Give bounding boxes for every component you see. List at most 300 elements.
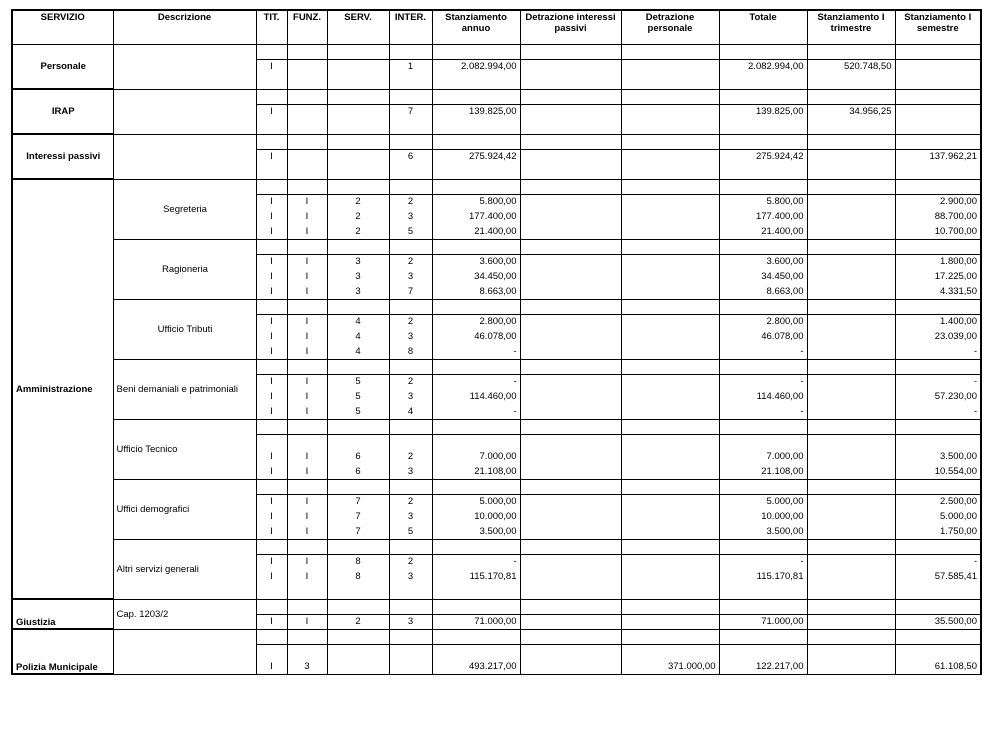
- stanziamento-trimestre-cell: [807, 224, 895, 239]
- stanziamento-trimestre-cell: [807, 374, 895, 389]
- stanziamento-annuo-cell: [432, 434, 520, 449]
- stanziamento-trimestre-cell: [807, 179, 895, 194]
- stanziamento-semestre-cell: -: [895, 374, 981, 389]
- stanziamento-semestre-cell: [895, 44, 981, 59]
- detrazione-interessi-cell: [520, 89, 621, 104]
- tit-cell: I: [256, 494, 287, 509]
- detrazione-personale-cell: [621, 284, 719, 299]
- funz-cell: [287, 59, 327, 74]
- tit-cell: I: [256, 389, 287, 404]
- funz-cell: [287, 104, 327, 119]
- header-servizio: SERVIZIO: [12, 10, 113, 44]
- inter-cell: [389, 359, 432, 374]
- stanziamento-annuo-cell: [432, 179, 520, 194]
- inter-cell: 7: [389, 104, 432, 119]
- inter-cell: 2: [389, 254, 432, 269]
- detrazione-personale-cell: [621, 44, 719, 59]
- stanziamento-trimestre-cell: [807, 269, 895, 284]
- funz-cell: I: [287, 329, 327, 344]
- detrazione-interessi-cell: [520, 329, 621, 344]
- stanziamento-semestre-cell: [895, 419, 981, 434]
- stanziamento-semestre-cell: [895, 644, 981, 659]
- servizio-cell: Interessi passivi: [12, 134, 113, 179]
- inter-cell: [389, 239, 432, 254]
- tit-cell: [256, 539, 287, 554]
- stanziamento-semestre-cell: [895, 629, 981, 644]
- stanziamento-semestre-cell: 1.750,00: [895, 524, 981, 539]
- stanziamento-trimestre-cell: [807, 284, 895, 299]
- stanziamento-trimestre-cell: [807, 509, 895, 524]
- detrazione-personale-cell: [621, 269, 719, 284]
- serv-cell: [327, 164, 389, 179]
- stanziamento-trimestre-cell: 34.956,25: [807, 104, 895, 119]
- detrazione-interessi-cell: [520, 59, 621, 74]
- serv-cell: [327, 239, 389, 254]
- stanziamento-annuo-cell: 7.000,00: [432, 449, 520, 464]
- stanziamento-trimestre-cell: [807, 599, 895, 614]
- tit-cell: I: [256, 404, 287, 419]
- inter-cell: [389, 179, 432, 194]
- header-stanziamento-semestre: Stanziamento I semestre: [895, 10, 981, 44]
- servizio-cell: IRAP: [12, 89, 113, 134]
- serv-cell: 2: [327, 614, 389, 629]
- inter-cell: [389, 629, 432, 644]
- detrazione-interessi-cell: [520, 524, 621, 539]
- stanziamento-trimestre-cell: [807, 434, 895, 449]
- totale-cell: 10.000,00: [719, 509, 807, 524]
- funz-cell: [287, 419, 327, 434]
- stanziamento-trimestre-cell: [807, 614, 895, 629]
- tit-cell: I: [256, 614, 287, 629]
- serv-cell: 7: [327, 524, 389, 539]
- serv-cell: 2: [327, 194, 389, 209]
- stanziamento-semestre-cell: 2.500,00: [895, 494, 981, 509]
- serv-cell: [327, 359, 389, 374]
- stanziamento-annuo-cell: -: [432, 554, 520, 569]
- stanziamento-semestre-cell: [895, 179, 981, 194]
- tit-cell: I: [256, 194, 287, 209]
- stanziamento-semestre-cell: [895, 359, 981, 374]
- stanziamento-annuo-cell: 5.800,00: [432, 194, 520, 209]
- stanziamento-trimestre-cell: [807, 344, 895, 359]
- stanziamento-annuo-cell: [432, 359, 520, 374]
- descrizione-cell: Altri servizi generali: [113, 539, 256, 599]
- stanziamento-semestre-cell: 4.331,50: [895, 284, 981, 299]
- totale-cell: 5.800,00: [719, 194, 807, 209]
- detrazione-personale-cell: [621, 389, 719, 404]
- funz-cell: I: [287, 344, 327, 359]
- stanziamento-trimestre-cell: [807, 149, 895, 164]
- totale-cell: [719, 89, 807, 104]
- inter-cell: 5: [389, 524, 432, 539]
- totale-cell: [719, 74, 807, 89]
- funz-cell: I: [287, 284, 327, 299]
- inter-cell: [389, 299, 432, 314]
- funz-cell: [287, 599, 327, 614]
- totale-cell: [719, 44, 807, 59]
- inter-cell: 8: [389, 344, 432, 359]
- stanziamento-trimestre-cell: [807, 164, 895, 179]
- detrazione-interessi-cell: [520, 299, 621, 314]
- serv-cell: [327, 419, 389, 434]
- stanziamento-semestre-cell: [895, 239, 981, 254]
- funz-cell: I: [287, 554, 327, 569]
- detrazione-personale-cell: [621, 494, 719, 509]
- serv-cell: [327, 584, 389, 599]
- tit-cell: I: [256, 569, 287, 584]
- serv-cell: [327, 104, 389, 119]
- stanziamento-annuo-cell: 3.500,00: [432, 524, 520, 539]
- tit-cell: I: [256, 509, 287, 524]
- totale-cell: 8.663,00: [719, 284, 807, 299]
- inter-cell: [389, 539, 432, 554]
- table-row: [12, 239, 981, 254]
- table-row: [12, 179, 981, 194]
- stanziamento-annuo-cell: 71.000,00: [432, 614, 520, 629]
- stanziamento-semestre-cell: -: [895, 344, 981, 359]
- stanziamento-annuo-cell: 177.400,00: [432, 209, 520, 224]
- stanziamento-trimestre-cell: [807, 119, 895, 134]
- stanziamento-semestre-cell: [895, 599, 981, 614]
- detrazione-interessi-cell: [520, 269, 621, 284]
- detrazione-interessi-cell: [520, 314, 621, 329]
- funz-cell: [287, 644, 327, 659]
- stanziamento-annuo-cell: [432, 599, 520, 614]
- tit-cell: I: [256, 224, 287, 239]
- serv-cell: [327, 299, 389, 314]
- stanziamento-annuo-cell: [432, 539, 520, 554]
- funz-cell: [287, 74, 327, 89]
- table-row: [12, 629, 981, 644]
- detrazione-interessi-cell: [520, 194, 621, 209]
- funz-cell: [287, 89, 327, 104]
- stanziamento-annuo-cell: [432, 299, 520, 314]
- totale-cell: -: [719, 344, 807, 359]
- serv-cell: 6: [327, 449, 389, 464]
- detrazione-interessi-cell: [520, 419, 621, 434]
- totale-cell: 7.000,00: [719, 449, 807, 464]
- totale-cell: [719, 119, 807, 134]
- inter-cell: [389, 434, 432, 449]
- stanziamento-trimestre-cell: [807, 74, 895, 89]
- detrazione-personale-cell: [621, 614, 719, 629]
- stanziamento-trimestre-cell: [807, 194, 895, 209]
- stanziamento-annuo-cell: [432, 164, 520, 179]
- funz-cell: I: [287, 269, 327, 284]
- table-row: [12, 479, 981, 494]
- header-totale: Totale: [719, 10, 807, 44]
- funz-cell: I: [287, 254, 327, 269]
- detrazione-personale-cell: [621, 299, 719, 314]
- detrazione-personale-cell: [621, 554, 719, 569]
- detrazione-personale-cell: [621, 119, 719, 134]
- detrazione-interessi-cell: [520, 659, 621, 674]
- detrazione-personale-cell: [621, 59, 719, 74]
- funz-cell: [287, 239, 327, 254]
- detrazione-interessi-cell: [520, 614, 621, 629]
- tit-cell: [256, 164, 287, 179]
- detrazione-interessi-cell: [520, 494, 621, 509]
- stanziamento-trimestre-cell: [807, 569, 895, 584]
- serv-cell: [327, 89, 389, 104]
- serv-cell: [327, 179, 389, 194]
- header-serv: SERV.: [327, 10, 389, 44]
- stanziamento-annuo-cell: [432, 119, 520, 134]
- stanziamento-annuo-cell: 10.000,00: [432, 509, 520, 524]
- table-row: [12, 299, 981, 314]
- inter-cell: [389, 134, 432, 149]
- totale-cell: -: [719, 554, 807, 569]
- inter-cell: [389, 89, 432, 104]
- funz-cell: [287, 44, 327, 59]
- tit-cell: I: [256, 554, 287, 569]
- detrazione-personale-cell: [621, 209, 719, 224]
- detrazione-personale-cell: [621, 599, 719, 614]
- totale-cell: [719, 629, 807, 644]
- table-row: [12, 539, 981, 554]
- totale-cell: [719, 479, 807, 494]
- tit-cell: I: [256, 269, 287, 284]
- tit-cell: I: [256, 344, 287, 359]
- header-inter: INTER.: [389, 10, 432, 44]
- serv-cell: 5: [327, 404, 389, 419]
- inter-cell: 2: [389, 554, 432, 569]
- tit-cell: I: [256, 209, 287, 224]
- tit-cell: I: [256, 314, 287, 329]
- serv-cell: [327, 599, 389, 614]
- funz-cell: 3: [287, 659, 327, 674]
- inter-cell: [389, 599, 432, 614]
- stanziamento-semestre-cell: [895, 164, 981, 179]
- inter-cell: 3: [389, 509, 432, 524]
- totale-cell: [719, 419, 807, 434]
- funz-cell: [287, 629, 327, 644]
- serv-cell: [327, 59, 389, 74]
- funz-cell: [287, 479, 327, 494]
- serv-cell: 3: [327, 269, 389, 284]
- tit-cell: I: [256, 59, 287, 74]
- inter-cell: 5: [389, 224, 432, 239]
- stanziamento-semestre-cell: [895, 299, 981, 314]
- stanziamento-semestre-cell: 137.962,21: [895, 149, 981, 164]
- funz-cell: [287, 179, 327, 194]
- detrazione-interessi-cell: [520, 134, 621, 149]
- inter-cell: [389, 119, 432, 134]
- servizio-cell: Amministrazione: [12, 179, 113, 599]
- stanziamento-semestre-cell: 23.039,00: [895, 329, 981, 344]
- budget-table: [11, 9, 982, 675]
- descrizione-cell: Ufficio Tributi: [113, 299, 256, 359]
- detrazione-personale-cell: [621, 434, 719, 449]
- stanziamento-annuo-cell: 34.450,00: [432, 269, 520, 284]
- detrazione-personale-cell: [621, 164, 719, 179]
- serv-cell: 5: [327, 374, 389, 389]
- detrazione-interessi-cell: [520, 104, 621, 119]
- stanziamento-semestre-cell: 57.230,00: [895, 389, 981, 404]
- stanziamento-semestre-cell: 1.800,00: [895, 254, 981, 269]
- detrazione-personale-cell: [621, 419, 719, 434]
- stanziamento-semestre-cell: [895, 584, 981, 599]
- servizio-cell: Giustizia: [12, 599, 113, 629]
- stanziamento-semestre-cell: [895, 434, 981, 449]
- descrizione-cell: [113, 629, 256, 674]
- totale-cell: 177.400,00: [719, 209, 807, 224]
- tit-cell: I: [256, 149, 287, 164]
- detrazione-interessi-cell: [520, 509, 621, 524]
- detrazione-interessi-cell: [520, 209, 621, 224]
- stanziamento-semestre-cell: 10.554,00: [895, 464, 981, 479]
- totale-cell: 3.600,00: [719, 254, 807, 269]
- tit-cell: I: [256, 464, 287, 479]
- detrazione-interessi-cell: [520, 254, 621, 269]
- detrazione-interessi-cell: [520, 119, 621, 134]
- stanziamento-trimestre-cell: [807, 389, 895, 404]
- funz-cell: I: [287, 374, 327, 389]
- inter-cell: 2: [389, 374, 432, 389]
- detrazione-interessi-cell: [520, 149, 621, 164]
- detrazione-interessi-cell: [520, 554, 621, 569]
- tit-cell: [256, 644, 287, 659]
- stanziamento-annuo-cell: 115.170,81: [432, 569, 520, 584]
- tit-cell: I: [256, 449, 287, 464]
- descrizione-cell: Cap. 1203/2: [113, 599, 256, 629]
- stanziamento-trimestre-cell: [807, 359, 895, 374]
- inter-cell: [389, 44, 432, 59]
- descrizione-cell: Beni demaniali e patrimoniali: [113, 359, 256, 419]
- stanziamento-trimestre-cell: [807, 404, 895, 419]
- detrazione-interessi-cell: [520, 359, 621, 374]
- stanziamento-semestre-cell: -: [895, 554, 981, 569]
- totale-cell: 114.460,00: [719, 389, 807, 404]
- stanziamento-semestre-cell: 17.225,00: [895, 269, 981, 284]
- funz-cell: [287, 134, 327, 149]
- totale-cell: 2.800,00: [719, 314, 807, 329]
- tit-cell: [256, 419, 287, 434]
- tit-cell: [256, 359, 287, 374]
- inter-cell: 3: [389, 269, 432, 284]
- totale-cell: [719, 584, 807, 599]
- tit-cell: [256, 44, 287, 59]
- detrazione-personale-cell: [621, 89, 719, 104]
- detrazione-interessi-cell: [520, 389, 621, 404]
- serv-cell: 4: [327, 329, 389, 344]
- detrazione-personale-cell: [621, 569, 719, 584]
- detrazione-personale-cell: [621, 374, 719, 389]
- tit-cell: [256, 179, 287, 194]
- detrazione-personale-cell: [621, 239, 719, 254]
- stanziamento-semestre-cell: [895, 479, 981, 494]
- header-row: [12, 10, 981, 44]
- serv-cell: [327, 659, 389, 674]
- funz-cell: I: [287, 569, 327, 584]
- stanziamento-annuo-cell: 5.000,00: [432, 494, 520, 509]
- header-funz: FUNZ.: [287, 10, 327, 44]
- inter-cell: 2: [389, 314, 432, 329]
- stanziamento-annuo-cell: -: [432, 374, 520, 389]
- descrizione-cell: Ufficio Tecnico: [113, 419, 256, 479]
- totale-cell: [719, 134, 807, 149]
- funz-cell: I: [287, 224, 327, 239]
- detrazione-interessi-cell: [520, 584, 621, 599]
- funz-cell: I: [287, 509, 327, 524]
- funz-cell: I: [287, 494, 327, 509]
- totale-cell: -: [719, 404, 807, 419]
- tit-cell: [256, 299, 287, 314]
- stanziamento-semestre-cell: 2.900,00: [895, 194, 981, 209]
- totale-cell: [719, 299, 807, 314]
- stanziamento-annuo-cell: 493.217,00: [432, 659, 520, 674]
- tit-cell: I: [256, 524, 287, 539]
- inter-cell: [389, 74, 432, 89]
- table-row: [12, 419, 981, 434]
- stanziamento-annuo-cell: [432, 74, 520, 89]
- totale-cell: 122.217,00: [719, 659, 807, 674]
- stanziamento-annuo-cell: 2.082.994,00: [432, 59, 520, 74]
- tit-cell: [256, 479, 287, 494]
- stanziamento-semestre-cell: [895, 539, 981, 554]
- stanziamento-trimestre-cell: [807, 479, 895, 494]
- inter-cell: [389, 659, 432, 674]
- inter-cell: 3: [389, 389, 432, 404]
- inter-cell: 3: [389, 614, 432, 629]
- descrizione-cell: Uffici demografici: [113, 479, 256, 539]
- detrazione-personale-cell: [621, 359, 719, 374]
- inter-cell: [389, 164, 432, 179]
- tit-cell: [256, 89, 287, 104]
- tit-cell: [256, 629, 287, 644]
- stanziamento-semestre-cell: 10.700,00: [895, 224, 981, 239]
- inter-cell: 2: [389, 449, 432, 464]
- totale-cell: 71.000,00: [719, 614, 807, 629]
- descrizione-cell: [113, 44, 256, 89]
- stanziamento-trimestre-cell: [807, 494, 895, 509]
- header-descrizione: Descrizione: [113, 10, 256, 44]
- detrazione-personale-cell: [621, 584, 719, 599]
- detrazione-interessi-cell: [520, 569, 621, 584]
- totale-cell: [719, 539, 807, 554]
- stanziamento-annuo-cell: 46.078,00: [432, 329, 520, 344]
- stanziamento-trimestre-cell: [807, 254, 895, 269]
- stanziamento-trimestre-cell: [807, 449, 895, 464]
- totale-cell: [719, 239, 807, 254]
- funz-cell: [287, 299, 327, 314]
- inter-cell: [389, 644, 432, 659]
- stanziamento-trimestre-cell: [807, 419, 895, 434]
- serv-cell: [327, 74, 389, 89]
- stanziamento-semestre-cell: 61.108,50: [895, 659, 981, 674]
- stanziamento-trimestre-cell: [807, 314, 895, 329]
- totale-cell: [719, 179, 807, 194]
- serv-cell: [327, 539, 389, 554]
- detrazione-interessi-cell: [520, 164, 621, 179]
- stanziamento-semestre-cell: 1.400,00: [895, 314, 981, 329]
- header-detrazione-personale: Detrazione personale: [621, 10, 719, 44]
- funz-cell: I: [287, 449, 327, 464]
- table-row: [12, 599, 981, 614]
- inter-cell: [389, 479, 432, 494]
- serv-cell: 8: [327, 554, 389, 569]
- inter-cell: 3: [389, 464, 432, 479]
- detrazione-personale-cell: [621, 404, 719, 419]
- stanziamento-annuo-cell: 275.924,42: [432, 149, 520, 164]
- stanziamento-semestre-cell: 35.500,00: [895, 614, 981, 629]
- stanziamento-annuo-cell: 8.663,00: [432, 284, 520, 299]
- totale-cell: 115.170,81: [719, 569, 807, 584]
- detrazione-personale-cell: [621, 329, 719, 344]
- detrazione-personale-cell: [621, 134, 719, 149]
- descrizione-cell: [113, 134, 256, 179]
- funz-cell: [287, 164, 327, 179]
